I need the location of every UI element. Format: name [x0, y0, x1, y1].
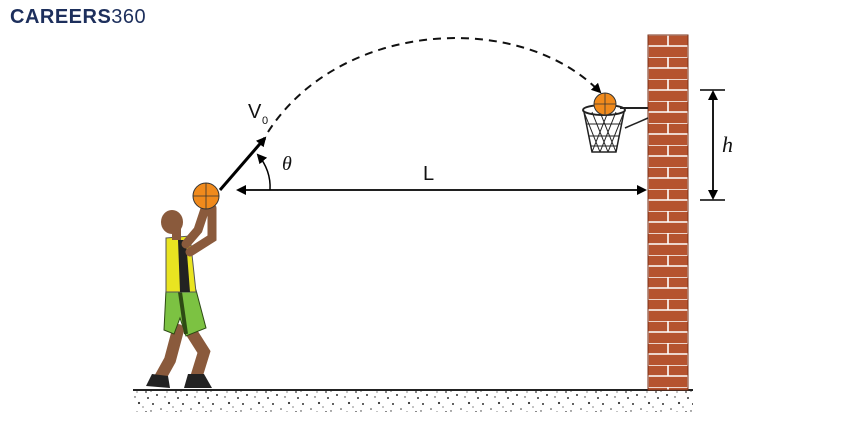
distance-label: L	[423, 163, 435, 185]
basketball-player	[146, 206, 212, 388]
logo-brand-text: CAREERS	[10, 6, 112, 28]
ball-in-hand	[193, 183, 219, 209]
velocity-subscript: 0	[262, 115, 269, 127]
logo-brand-number: 360	[111, 6, 147, 28]
ball-in-basket	[594, 93, 616, 115]
brick-wall	[648, 35, 688, 390]
angle-arc	[258, 155, 270, 190]
velocity-label: V	[248, 101, 262, 123]
velocity-arrow	[220, 138, 265, 190]
height-label: h	[722, 132, 733, 157]
angle-label: θ	[282, 153, 292, 175]
basketball-hoop	[583, 105, 648, 152]
trajectory-path	[268, 38, 600, 132]
ground-gravel	[133, 390, 693, 412]
